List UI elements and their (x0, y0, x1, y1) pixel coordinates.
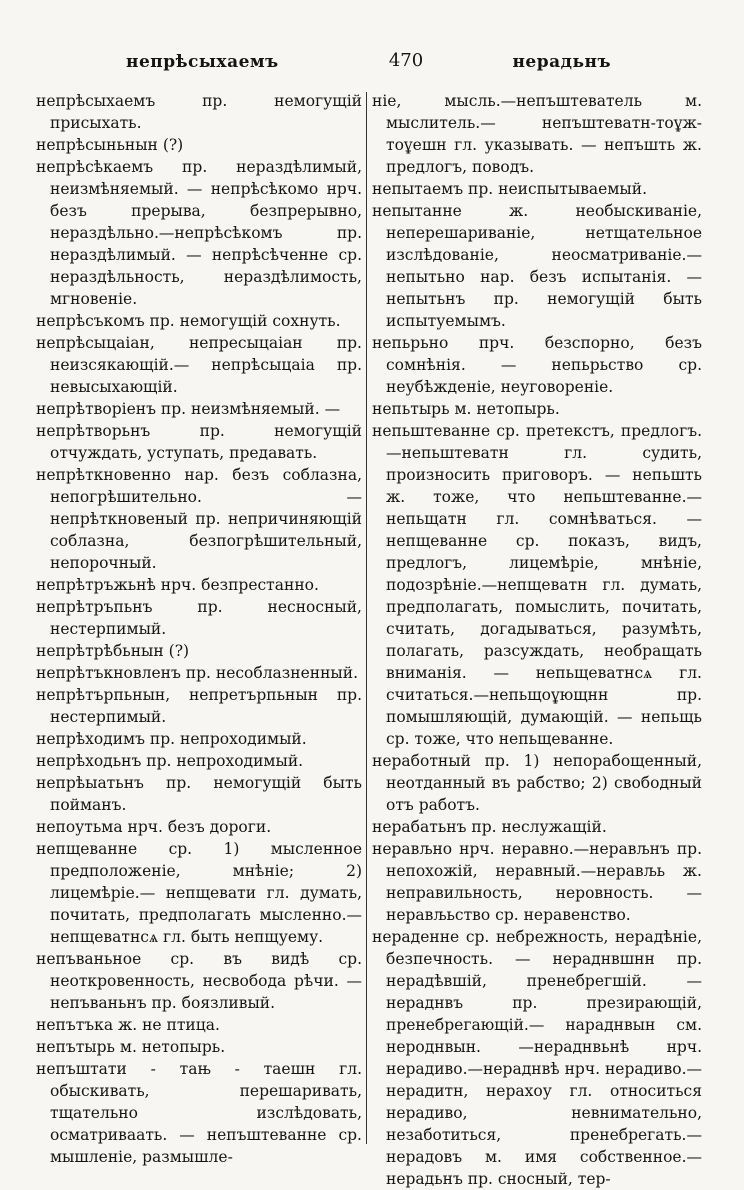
dictionary-entry: непрѣтрѣбьнын (?) (36, 642, 190, 660)
dictionary-entry: непрѣтворіенъ пр. неизмѣняемый. — (36, 400, 341, 418)
dictionary-entry: непрѣсыцаіан, непресыцаіан пр. неизсякающій.— непрѣсыцаіа пр. невысыхающій. (36, 334, 362, 396)
dictionary-entry: непрѣсѣкаемъ пр. нераздѣлимый, неизмѣняемый. — непрѣсѣкомо нрч. безъ прерыва, безпрерывно, нераздѣльно.—непрѣсѣкомъ пр. нераздѣлимый. — непрѣсѣченне ср. нераздѣльность, нераздѣлимость, мгновеніе. (36, 158, 362, 308)
dictionary-entry: непьрьно прч. безспорно, безъ сомнѣнія. — непьрьство ср. неубѣжденіе, неуговореніе. (372, 334, 702, 396)
dictionary-entry: непрѣсыньнын (?) (36, 136, 184, 154)
dictionary-entry: непрѣтъкновленъ пр. несоблазненный. (36, 664, 359, 682)
page-header (36, 46, 716, 76)
dictionary-entry: непрѣыатьнъ пр. немогущій быть пойманъ. (36, 774, 362, 814)
dictionary-entry: непрѣтворьнъ пр. немогущій отчуждать, уступать, предавать. (36, 422, 362, 462)
dictionary-entry: непрѣсыхаемъ пр. немогущій присыхать. (36, 92, 362, 132)
dictionary-entry: непщеванне ср. 1) мысленное предположеніе, мнѣніе; 2) лицемѣріе.— непщевати гл. думать, почитать, предполагать мысленно.—непщеватнсѧ гл. быть непщуему. (36, 840, 362, 946)
dictionary-entry: непътырь м. нетопырь. (36, 1038, 226, 1056)
page-number: 470 (388, 50, 424, 71)
dictionary-entry: непъштати - тањ - таешн гл. обыскивать, перешаривать, тщательно изслѣдовать, осматриваать. — непъштеванне ср. мышленіе, размышле- (36, 1060, 362, 1166)
dictionary-entry: непрѣходьнъ пр. непроходимый. (36, 752, 304, 770)
dictionary-entry: непьтырь м. нетопырь. (372, 400, 560, 418)
column-divider (366, 92, 367, 1144)
header-left-word: непрѣсыхаемъ (126, 52, 279, 72)
dictionary-entry: ніе, мысль.—непъштеватель м. мыслитель.— непъштеватн-тоұж-тоұешн гл. указывать. — непъшть ж. предлогъ, поводъ. (372, 92, 702, 176)
dictionary-entry: нерабатьнъ пр. неслужащій. (372, 818, 607, 836)
dictionary-entry: непрѣтръжьнѣ нрч. безпрестанно. (36, 576, 319, 594)
left-column (36, 90, 362, 1166)
dictionary-entry: нерављно нрч. неравно.—нерављнъ пр. непохожій, неравный.—нерављь ж. неправильность, неровность. — нерављьство ср. неравенство. (372, 840, 702, 924)
dictionary-entry: непрѣткновенно нар. безъ соблазна, непогрѣшительно. — непрѣткновеный пр. непричиняющій соблазна, безпогрѣшительный, непорочный. (36, 466, 362, 572)
right-column (372, 90, 702, 1188)
dictionary-entry: непытанне ж. необыскиваніе, неперешариваніе, нетщательное изслѣдованіе, неосматриваніе.—непытьно нар. безъ испытанія. — непытьнъ пр. немогущій быть испытуемымъ. (372, 202, 702, 330)
dictionary-entry: непьштеванне ср. претекстъ, предлогъ.—непьштеватн гл. судить, произносить приговоръ. — непьшть ж. тоже, что непьштеванне.— непьщатн гл. сомнѣваться. — непщеванне ср. показъ, видъ, предлогъ, лицемѣріе, мнѣніе, подозрѣніе.—непщеватн гл. думать, предполагать, помыслить, почитать, считать, догадываться, разумѣть, полагать, разсуждать, необращать вниманія. — непьщеватнсѧ гл. считаться.—непьщоұющнн пр. помышляющій, думающій. — непьщь ср. тоже, что непьщеванне. (372, 422, 702, 748)
dictionary-entry: непрѣтърпьнын, непретърпьнын пр. нестерпимый. (36, 686, 362, 726)
dictionary-entry: непытаемъ пр. неиспытываемый. (372, 180, 647, 198)
dictionary-entry: непрѣсъкомъ пр. немогущій сохнуть. (36, 312, 341, 330)
dictionary-entry: непъваньное ср. въ видѣ ср. неоткровенность, несвобода рѣчи. — непъваньнъ пр. боязливый. (36, 950, 362, 1012)
dictionary-entry: неработный пр. 1) непорабощенный, неотданный въ рабство; 2) свободный отъ работъ. (372, 752, 702, 814)
dictionary-entry: непрѣходимъ пр. непроходимый. (36, 730, 307, 748)
dictionary-entry: непоутьма нрч. безъ дороги. (36, 818, 272, 836)
dictionary-entry: нераденне ср. небрежность, нерадѣніе, безпечность. — нераднвшнн пр. нерадѣвшій, пренебрегшій. — нераднвъ пр. презирающій, пренебрегающій.— нараднвын см. нероднвын. —нераднвьнѣ нрч. нерадиво.—нераднвѣ нрч. нерадиво.—нерадитн, нерахоу гл. относиться нерадиво, невнимательно, незаботиться, пренебрегать.—нерадовъ м. имя собственное.—нерадьнъ пр. сносный, тер- (372, 928, 702, 1188)
header-right-word: нерадьнъ (512, 52, 611, 72)
dictionary-entry: непътъка ж. не птица. (36, 1016, 220, 1034)
dictionary-entry: непрѣтръпьнъ пр. несносный, нестерпимый. (36, 598, 362, 638)
